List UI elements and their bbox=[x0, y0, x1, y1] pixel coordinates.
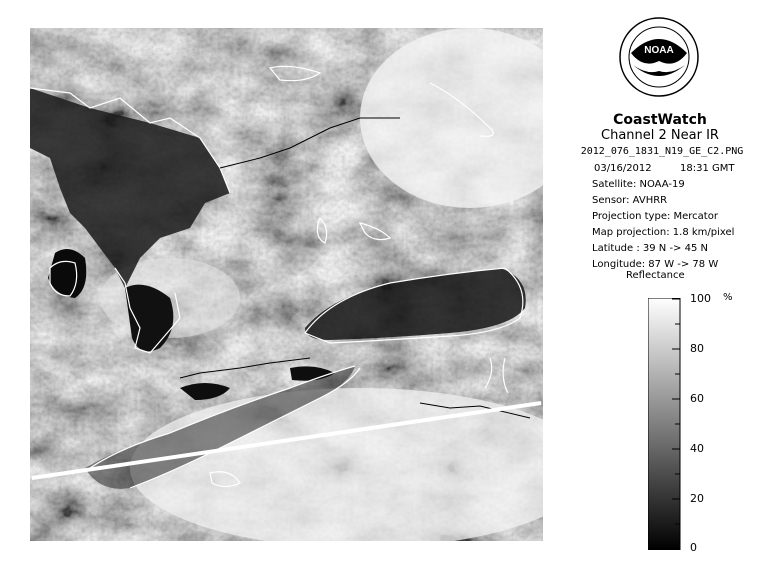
tick-label-0: 0 bbox=[690, 541, 697, 554]
scale-title: Reflectance bbox=[626, 270, 685, 281]
file-name: 2012_076_1831_N19_GE_C2.PNG bbox=[580, 146, 744, 157]
noaa-logo bbox=[619, 17, 699, 97]
scale-unit: % bbox=[723, 292, 733, 303]
latitude-info: Latitude : 39 N -> 45 N bbox=[592, 243, 708, 254]
reflectance-scale-svg bbox=[648, 298, 682, 550]
reflectance-scale bbox=[648, 298, 682, 550]
noaa-logo-svg bbox=[619, 17, 699, 97]
app-title: CoastWatch bbox=[613, 112, 707, 128]
projection-type-info: Projection type: Mercator bbox=[592, 211, 718, 222]
tick-label-100: 100 bbox=[690, 292, 711, 305]
tick-label-40: 40 bbox=[690, 442, 704, 455]
longitude-info: Longitude: 87 W -> 78 W bbox=[592, 259, 719, 270]
acquisition-time: 18:31 GMT bbox=[680, 163, 735, 174]
channel-subtitle: Channel 2 Near IR bbox=[601, 128, 719, 143]
satellite-info: Satellite: NOAA-19 bbox=[592, 179, 685, 190]
sensor-info: Sensor: AVHRR bbox=[592, 195, 668, 206]
tick-label-80: 80 bbox=[690, 342, 704, 355]
map-projection-info: Map projection: 1.8 km/pixel bbox=[592, 227, 735, 238]
tick-label-20: 20 bbox=[690, 492, 704, 505]
logo-text: NOAA bbox=[644, 45, 674, 56]
satellite-image-svg bbox=[30, 28, 543, 541]
satellite-image bbox=[30, 28, 543, 541]
tick-label-60: 60 bbox=[690, 392, 704, 405]
acquisition-date: 03/16/2012 bbox=[594, 163, 652, 174]
